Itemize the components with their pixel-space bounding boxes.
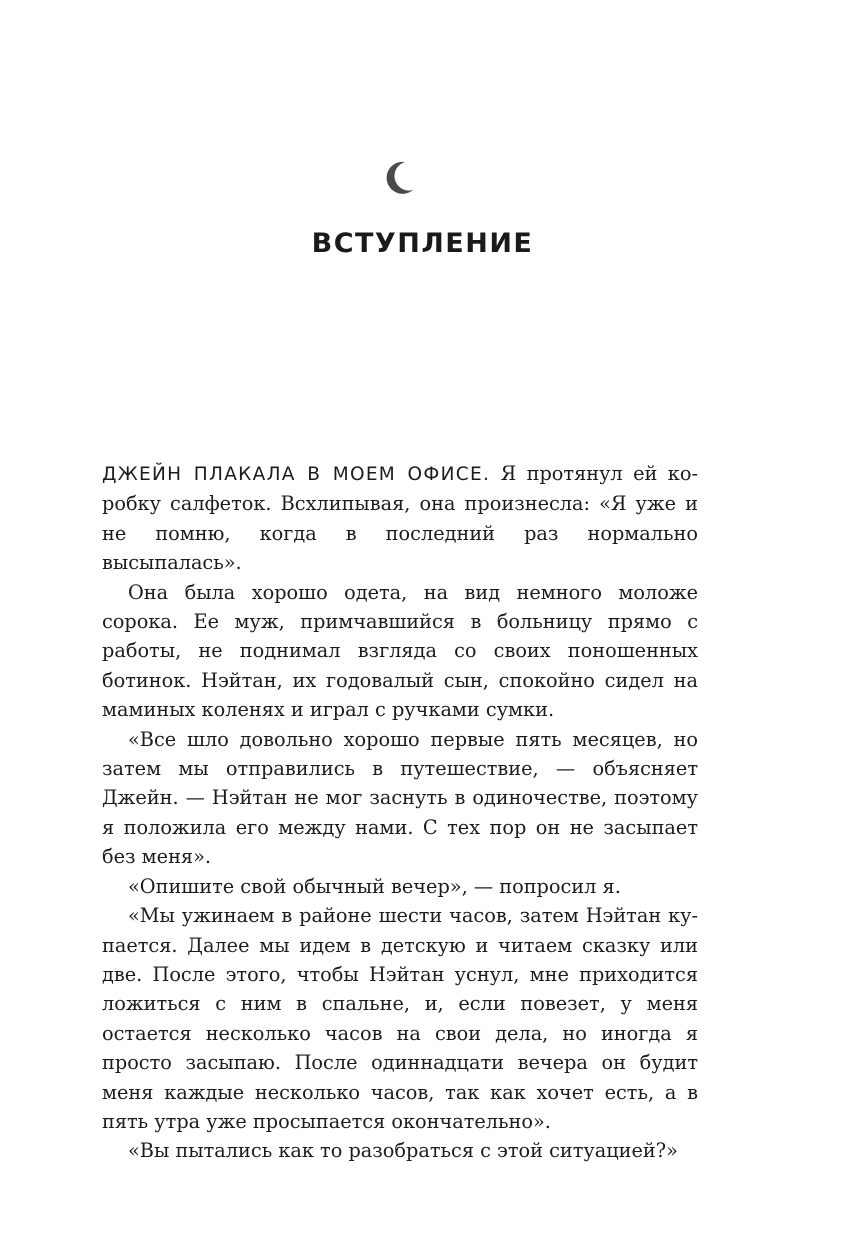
paragraph-4: «Опишите свой обычный вечер», — попросил я.: [128, 874, 621, 898]
paragraph-1: [102, 459, 698, 578]
paragraph-3: «Все шло довольно хорошо первые пять месяцев, но затем мы отправились в путешествие, — объясняет Джейн. — Нэйтан не мог заснуть в одиночестве, поэтому я положила его между нами. С тех пор он не засыпает без меня».: [102, 727, 698, 869]
paragraph-1-text: Я протянул ей коробку салфеток. Всхлипывая, она произнесла: «Я уже и не помню, когда в последний раз нормально высыпалась».: [102, 462, 698, 575]
crescent-moon-icon: [383, 160, 415, 194]
body-text: [102, 459, 698, 1166]
paragraph-6: «Вы пытались как то разобраться с этой ситуацией?»: [128, 1139, 678, 1163]
lead-in-smallcaps: ДЖЕЙН ПЛАКАЛА В МОЕМ ОФИСЕ.: [102, 464, 491, 485]
chapter-title: ВСТУПЛЕНИЕ: [311, 228, 534, 259]
paragraph-5: «Мы ужинаем в районе шести часов, затем Нэйтан купается. Далее мы идем в детскую и читаем сказку или две. После этого, чтобы Нэйтан уснул, мне приходится ложиться с ним в спальне, и, если повезет, у меня остается несколько часов на свои дела, но иногда я просто засыпаю. После одиннадцати вечера он будит меня каждые несколько часов, так как хочет есть, а в пять утра уже просыпается окончательно».: [102, 904, 698, 1133]
paragraph-2: Она была хорошо одета, на вид немного моложе сорока. Ее муж, примчавшийся в больницу прямо с работы, не поднимал взгляда со своих поношенных ботинок. Нэйтан, их годовалый сын, спокойно сидел на маминых коленях и играл с ручками сумки.: [102, 580, 698, 722]
